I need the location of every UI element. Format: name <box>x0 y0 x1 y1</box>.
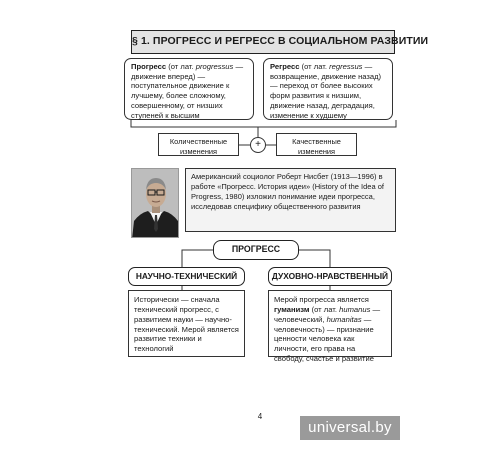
tech-progress-text: Исторически — сначала технический прогресс, с развитием науки — научно-технический. Мерой является развитие техники и технологий <box>134 295 239 354</box>
quantitative-changes-label: Количественные изменения <box>169 137 228 156</box>
regress-definition-box <box>263 58 393 120</box>
progress-term: Прогресс <box>131 62 167 71</box>
spirit-text-post: — человечность) — признание ценности человека как личности, его права на свободу, счастье и развитие <box>274 314 374 364</box>
plus-icon: + <box>250 137 266 153</box>
progress-def-text: — движение вперед) — поступательное движение к лучшему, более сложному, совершенному, от низших ступеней к высшим <box>131 62 244 120</box>
section-title: § 1. ПРОГРЕСС И РЕГРЕСС В СОЦИАЛЬНОМ РАЗВИТИИ <box>131 30 395 54</box>
progress-latin: progressus <box>195 62 234 71</box>
watermark-logo: universal.by <box>300 416 400 440</box>
nisbet-bio-text: Американский социолог Роберт Нисбет (1913—1996) в работе «Прогресс. История идеи» (History of the Idea of Progress, 1980) изложил понимание идеи прогресса, исследовав специфику общественного развития <box>191 172 384 211</box>
latin-humanus: humanus <box>339 304 371 314</box>
page-number: 4 <box>257 412 263 421</box>
latin-humanitas: humanitas <box>326 314 362 324</box>
progress-branch-left <box>182 250 213 267</box>
brace-connector <box>131 120 396 127</box>
regress-def-text: — возвращение, движение назад) — переход от более высоких форм развития к низшим, движение назад, деградация, изменение к худшему <box>270 62 382 120</box>
regress-latin: regressus <box>329 62 363 71</box>
regress-def-pre: (от лат. <box>299 62 330 71</box>
qualitative-changes-label: Качественные изменения <box>292 137 341 156</box>
qualitative-changes-box <box>276 133 357 156</box>
tech-progress-heading: НАУЧНО-ТЕХНИЧЕСКИЙ <box>128 267 245 286</box>
progress-heading: ПРОГРЕСС <box>213 240 299 260</box>
quantitative-changes-box <box>158 133 239 156</box>
spirit-text-mid1: (от лат. <box>309 304 340 314</box>
regress-term: Регресс <box>270 62 300 71</box>
humanism-term: гуманизм <box>274 304 310 314</box>
nisbet-portrait <box>131 168 179 238</box>
spirit-text-mid2: — человеческий, <box>274 304 381 324</box>
progress-def-pre: (от лат. <box>166 62 196 71</box>
spirit-text-pre: Мерой прогресса является <box>274 295 369 304</box>
spirit-progress-heading: ДУХОВНО-НРАВСТВЕННЫЙ <box>268 267 392 286</box>
progress-branch-right <box>299 250 330 267</box>
tech-progress-text-box <box>128 290 245 357</box>
progress-definition-box <box>124 58 254 120</box>
nisbet-bio-box <box>185 168 396 232</box>
spirit-progress-text-box <box>268 290 392 364</box>
